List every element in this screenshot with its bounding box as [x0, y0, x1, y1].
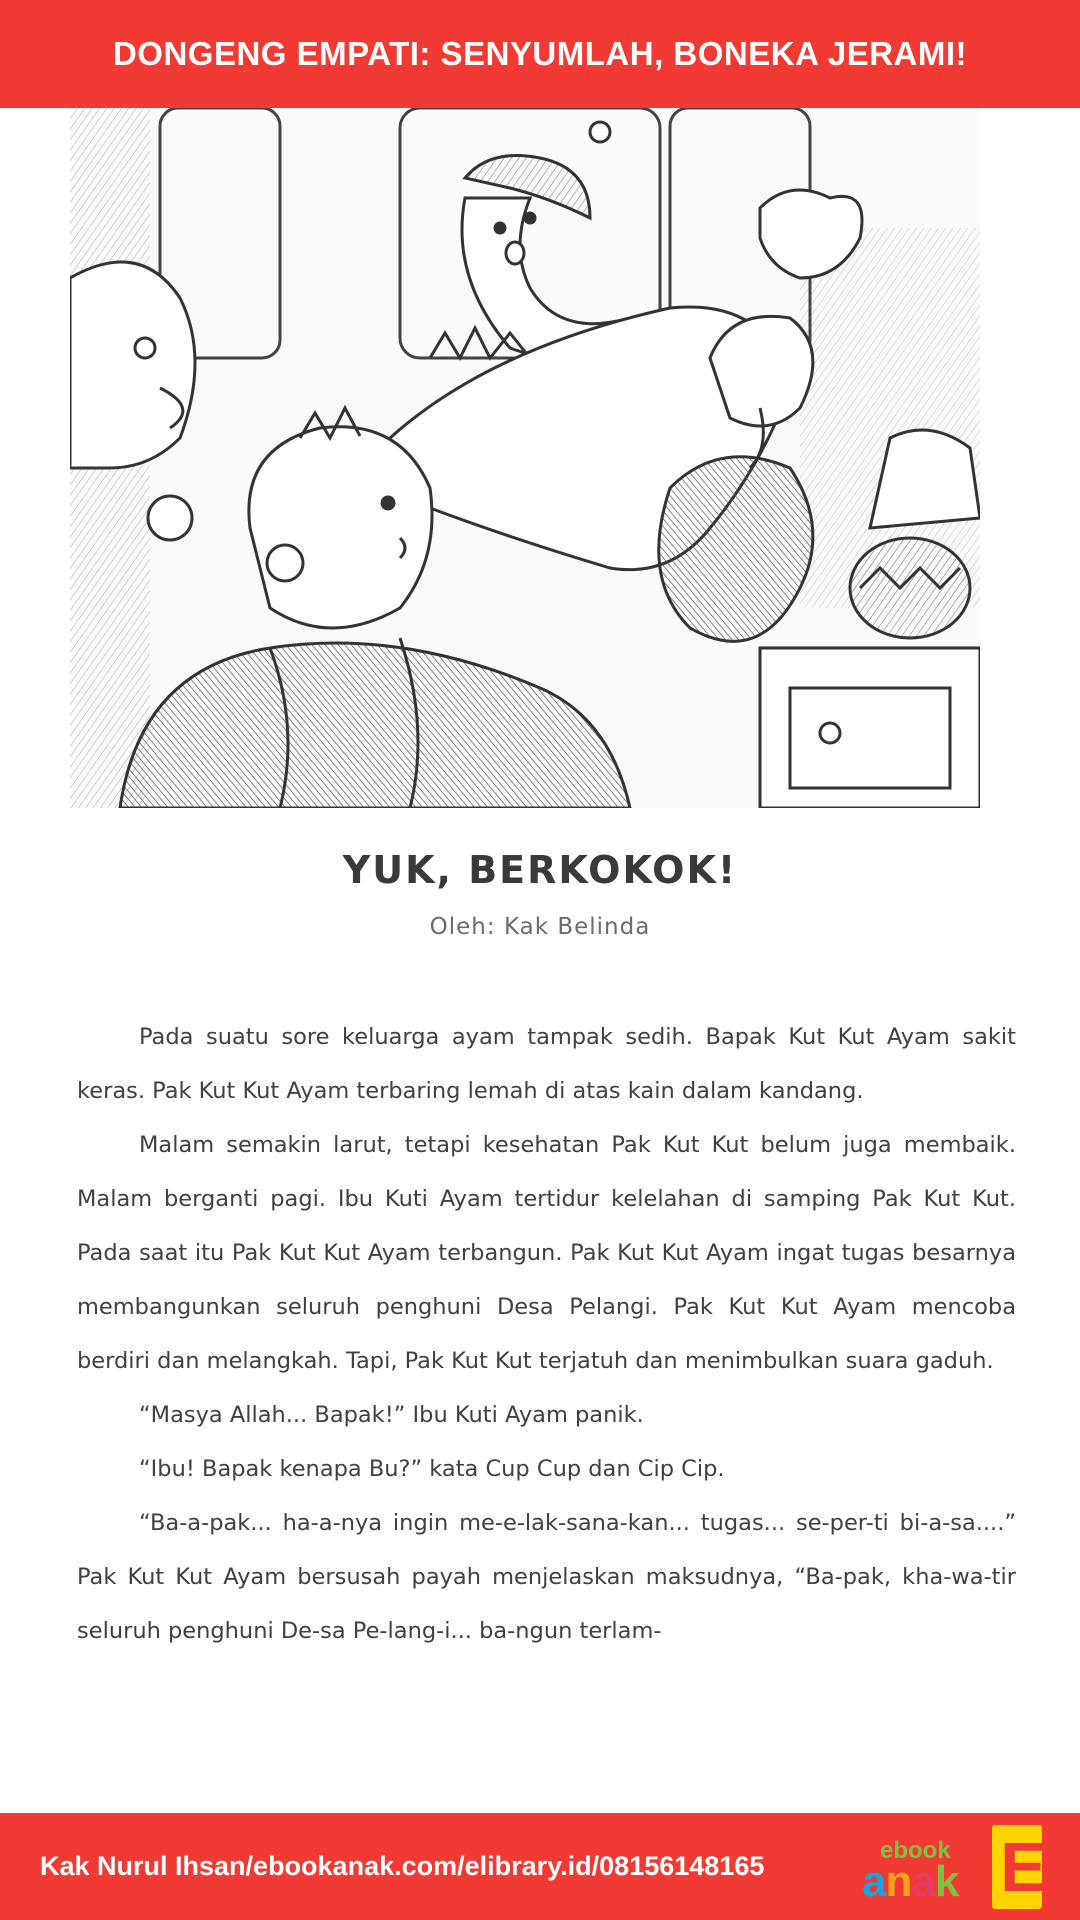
series-title: DONGENG EMPATI: SENYUMLAH, BONEKA JERAMI! [112, 35, 968, 72]
logo-anak-text [862, 1857, 958, 1907]
elibrary-logo-letter: E [1000, 1828, 1047, 1906]
logo-letter: k [934, 1857, 959, 1906]
credit-text: Kak Nurul Ihsan/ebookanak.com/elibrary.id/08156148165 [40, 1851, 765, 1881]
story-paragraph: Pada suatu sore keluarga ayam tampak sedih. Bapak Kut Kut Ayam sakit keras. Pak Kut Kut Ayam terbaring lemah di atas kain dalam kandang. [77, 1024, 1016, 1104]
cabinet-icon [760, 648, 980, 808]
bottom-banner [0, 1813, 1080, 1920]
story-illustration [70, 108, 980, 808]
logo-letter: a [862, 1857, 886, 1906]
story-author: Oleh: Kak Belinda [429, 914, 651, 940]
story-paragraph: “Ibu! Bapak kenapa Bu?” kata Cup Cup dan Cip Cip. [139, 1456, 725, 1482]
logo-ebook-text: ebook [880, 1837, 951, 1864]
logo-letter: a [911, 1857, 935, 1906]
logo-letter: n [885, 1857, 912, 1906]
elibrary-logo [992, 1825, 1047, 1909]
story-paragraph: Malam semakin larut, tetapi kesehatan Pak Kut Kut belum juga membaik. Malam berganti pagi. Ibu Kuti Ayam tertidur kelelahan di samping Pak Kut Kut. Pada saat itu Pak Kut Kut Ayam terbangun. Pak Kut Kut Ayam ingat tugas besarnya membangunkan seluruh penghuni Desa Pelangi. Pak Kut Kut Ayam mencoba berdiri dan melangkah. Tapi, Pak Kut Kut terjatuh dan menimbulkan suara gaduh. [77, 1132, 1016, 1374]
top-banner [0, 0, 1080, 108]
story-body [77, 1010, 1016, 1658]
story-title: YUK, BERKOKOK! [342, 848, 738, 892]
ebookanak-logo [858, 1835, 984, 1905]
story-paragraph: “Ba-a-pak... ha-a-nya ingin me-e-lak-sana-kan... tugas... se-per-ti bi-a-sa....” Pak Kut Kut Ayam bersusah payah menjelaskan maksudnya, “Ba-pak, kha-wa-tir seluruh penghuni De-sa Pe-lang-i... ba-ngun terlam- [77, 1510, 1016, 1644]
story-paragraph: “Masya Allah... Bapak!” Ibu Kuti Ayam panik. [139, 1402, 644, 1428]
